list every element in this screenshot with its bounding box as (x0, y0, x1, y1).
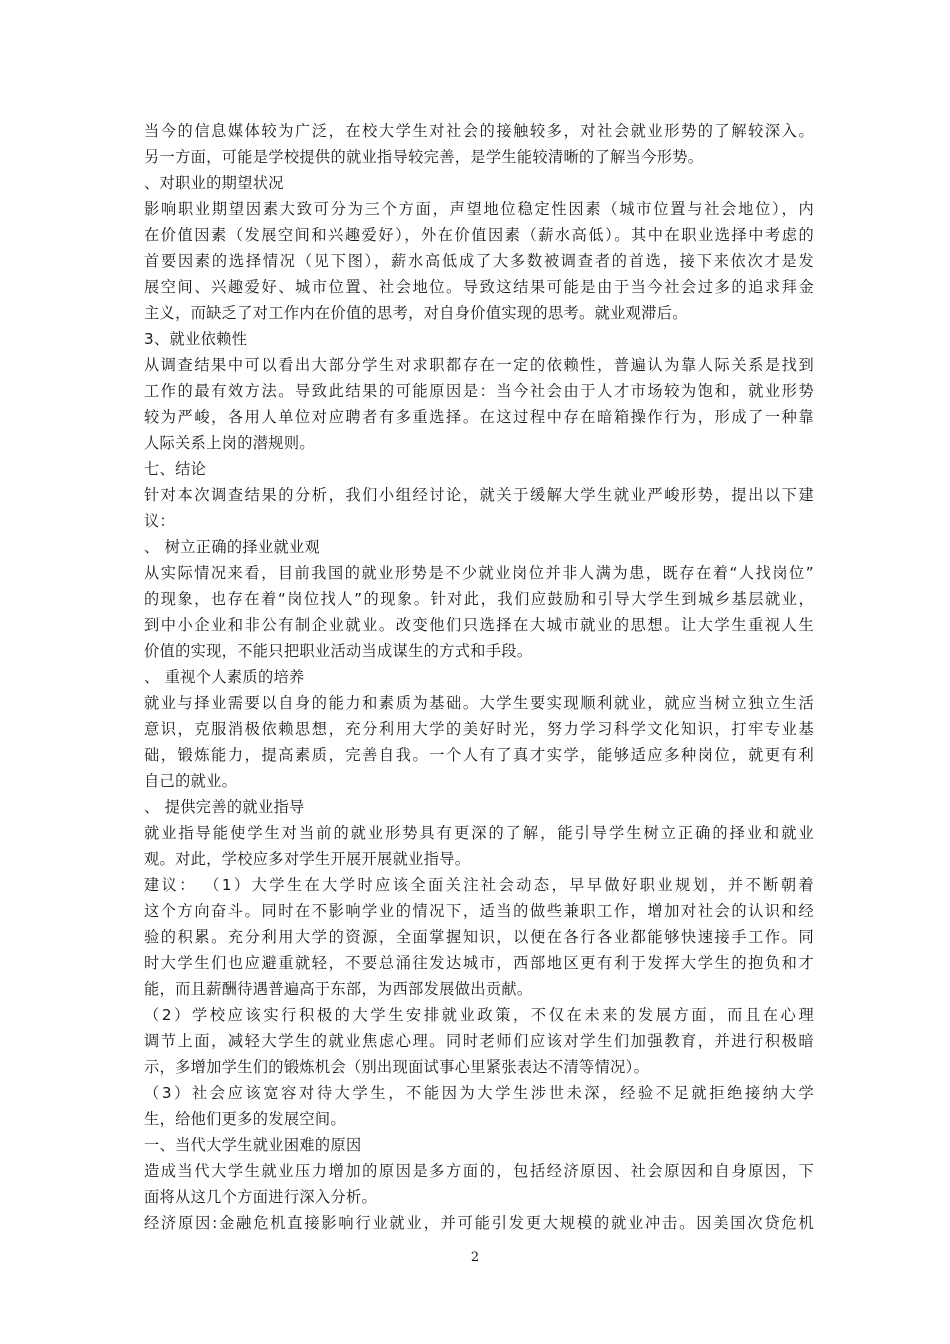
text-line: 工作的最有效方法。导致此结果的可能原因是：当今社会由于人才市场较为饱和，就业形势 (144, 382, 814, 400)
text-line: 就业指导能使学生对当前的就业形势具有更深的了解，能引导学生树立正确的择业和就业 (144, 824, 814, 842)
text-line: 示，多增加学生们的锻炼机会（别出现面试事心里紧张表达不清等情况）。 (144, 1058, 650, 1076)
text-line: 生，给他们更多的发展空间。 (144, 1110, 346, 1128)
text-line: 展空间、兴趣爱好、城市位置、社会地位。导致这结果可能是由于当今社会过多的追求拜金 (144, 278, 814, 296)
document-body (144, 118, 814, 1236)
text-line: 础，锻炼能力，提高素质，完善自我。一个人有了真才实学，能够适应多种岗位，就更有利 (144, 746, 814, 764)
text-line: 时大学生们也应避重就轻，不要总涌往发达城市，西部地区更有利于发挥大学生的抱负和才 (144, 954, 814, 972)
text-line: 建议： （1）大学生在大学时应该全面关注社会动态，早早做好职业规划，并不断朝着 (144, 876, 814, 894)
text-line: （2）学校应该实行积极的大学生安排就业政策，不仅在未来的发展方面，而且在心理 (144, 1006, 814, 1024)
text-line: 影响职业期望因素大致可分为三个方面，声望地位稳定性因素（城市位置与社会地位），内 (144, 200, 814, 218)
text-line: 能，而且薪酬待遇普遍高于东部，为西部发展做出贡献。 (144, 980, 533, 998)
text-line: 这个方向奋斗。同时在不影响学业的情况下，适当的做些兼职工作，增加对社会的认识和经 (144, 902, 814, 920)
text-line: 调节上面，减轻大学生的就业焦虑心理。同时老师们应该对学生们加强教育，并进行积极暗 (144, 1032, 814, 1050)
text-line: 自己的就业。 (144, 772, 238, 790)
text-line: 、对职业的期望状况 (144, 174, 284, 192)
text-line: （3）社会应该宽容对待大学生，不能因为大学生涉世未深，经验不足就拒绝接纳大学 (144, 1084, 814, 1102)
text-line: 从调查结果中可以看出大部分学生对求职都存在一定的依赖性，普遍认为靠人际关系是找到 (144, 356, 814, 374)
text-line: 议： (144, 512, 176, 530)
text-line: 意识，克服消极依赖思想，充分利用大学的美好时光，努力学习科学文化知识，打牢专业基 (144, 720, 814, 738)
text-line: 主义，而缺乏了对工作内在价值的思考，对自身价值实现的思考。就业观滞后。 (144, 304, 688, 322)
text-line: 验的积累。充分利用大学的资源，全面掌握知识，以便在各行各业都能够快速接手工作。同 (144, 928, 814, 946)
text-line: 、 树立正确的择业就业观 (144, 538, 321, 556)
text-line: 到中小企业和非公有制企业就业。改变他们只选择在大城市就业的思想。让大学生重视人生 (144, 616, 814, 634)
text-line: 3、就业依赖性 (144, 330, 248, 348)
text-line: 一、当代大学生就业困难的原因 (144, 1136, 362, 1154)
text-line: 、 提供完善的就业指导 (144, 798, 305, 816)
text-line: 造成当代大学生就业压力增加的原因是多方面的，包括经济原因、社会原因和自身原因，下 (144, 1162, 814, 1180)
text-line: 另一方面，可能是学校提供的就业指导较完善，是学生能较清晰的了解当今形势。 (144, 148, 704, 166)
text-line: 人际关系上岗的潜规则。 (144, 434, 315, 452)
text-line: 、 重视个人素质的培养 (144, 668, 305, 686)
text-line: 观。对此，学校应多对学生开展开展就业指导。 (144, 850, 471, 868)
text-line: 面将从这几个方面进行深入分析。 (144, 1188, 378, 1206)
text-line: 就业与择业需要以自身的能力和素质为基础。大学生要实现顺利就业，就应当树立独立生活 (144, 694, 814, 712)
text-line: 价值的实现，不能只把职业活动当成谋生的方式和手段。 (144, 642, 533, 660)
page-number: 2 (470, 1250, 480, 1265)
text-line: 七、结论 (144, 460, 207, 478)
text-line: 从实际情况来看，目前我国的就业形势是不少就业岗位并非人满为患，既存在着“人找岗位” (144, 564, 814, 582)
text-line: 较为严峻，各用人单位对应聘者有多重选择。在这过程中存在暗箱操作行为，形成了一种靠 (144, 408, 814, 426)
text-line: 针对本次调查结果的分析，我们小组经讨论，就关于缓解大学生就业严峻形势，提出以下建 (144, 486, 814, 504)
text-line: 经济原因:金融危机直接影响行业就业，并可能引发更大规模的就业冲击。因美国次贷危机 (144, 1214, 814, 1232)
text-line: 在价值因素（发展空间和兴趣爱好），外在价值因素（薪水高低）。其中在职业选择中考虑的 (144, 226, 814, 244)
text-line: 当今的信息媒体较为广泛，在校大学生对社会的接触较多，对社会就业形势的了解较深入。 (144, 122, 814, 140)
text-line: 首要因素的选择情况（见下图），薪水高低成了大多数被调查者的首选，接下来依次才是发 (144, 252, 814, 270)
text-line: 的现象，也存在着“岗位找人”的现象。针对此，我们应鼓励和引导大学生到城乡基层就业， (144, 590, 814, 608)
